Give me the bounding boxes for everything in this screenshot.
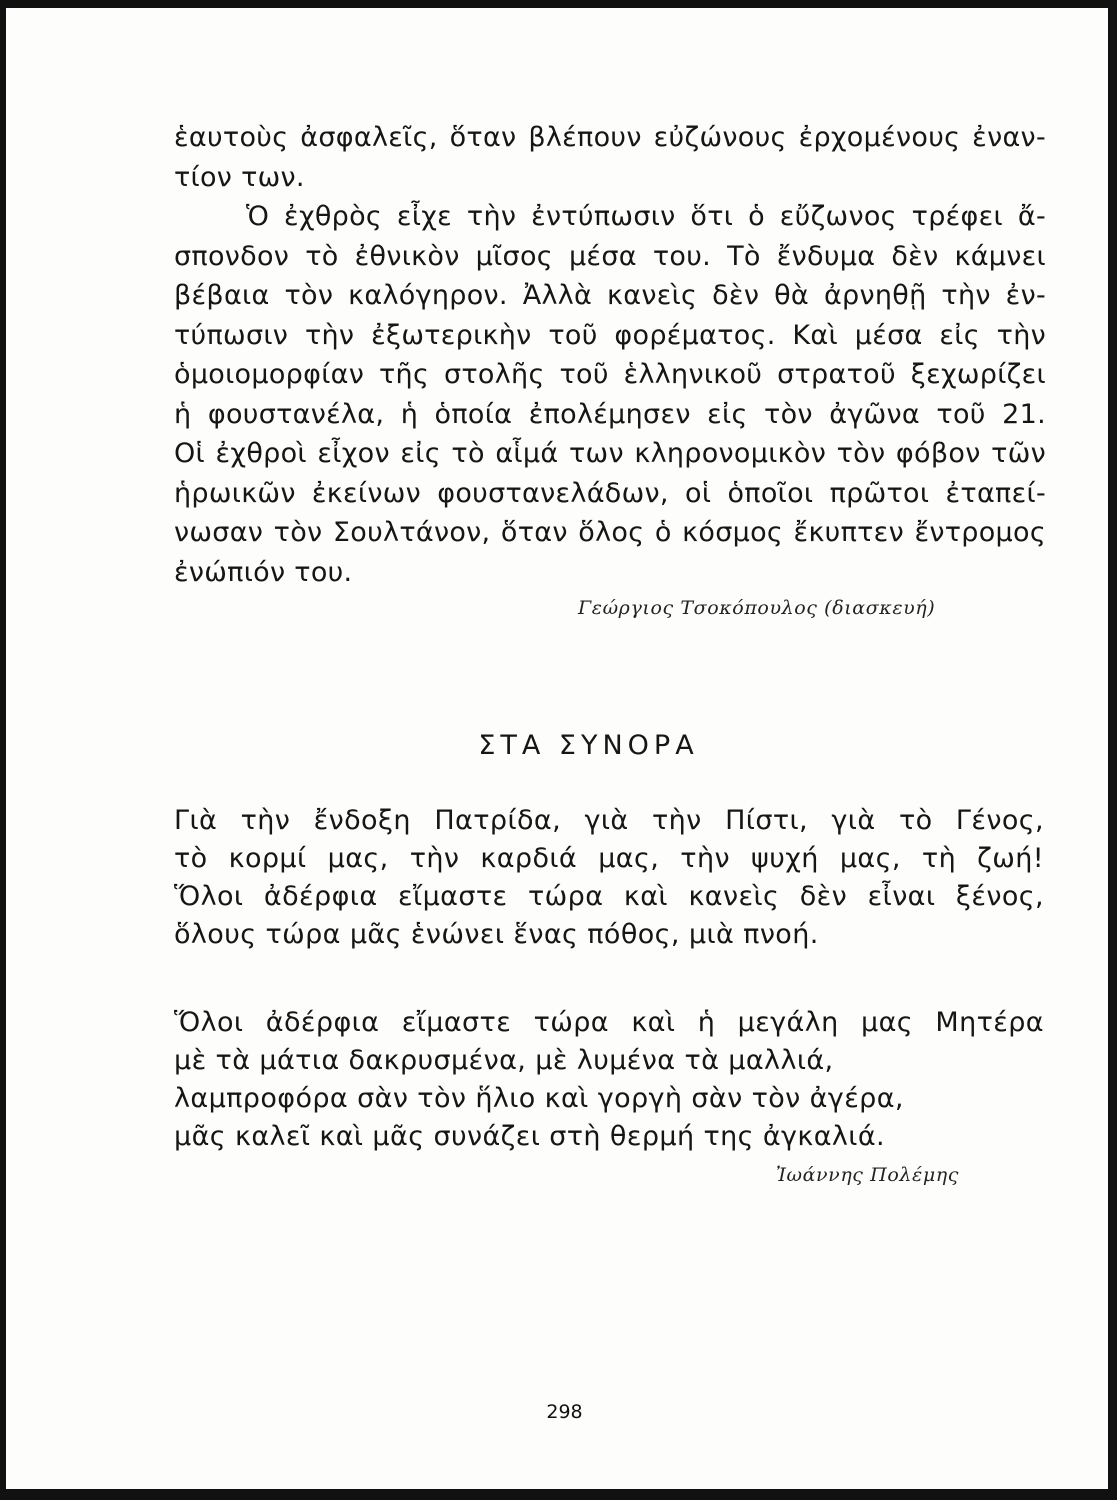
poem-stanza-1 <box>174 802 1044 954</box>
poem-stanza-2 <box>174 1004 1044 1156</box>
poem-line: Ὅλοι ἀδέρφια εἴμαστε τώρα καὶ ἡ μεγάλη μας Μητέρα <box>174 1007 1044 1038</box>
prose-line: τίον των. <box>174 161 305 193</box>
poem-title: ΣΤΑ ΣΥΝΟΡΑ <box>478 730 699 761</box>
prose-line: ἐνώπιόν του. <box>174 556 353 588</box>
poem-line: Ὅλοι ἀδέρφια εἴμαστε τώρα καὶ κανεὶς δὲν εἶναι ξένος, <box>174 881 1044 912</box>
poem-line: Γιὰ τὴν ἔνδοξη Πατρίδα, γιὰ τὴν Πίστι, γιὰ τὸ Γένος, <box>174 805 1044 836</box>
prose-line: σπονδον τὸ ἐθνικὸν μῖσος μέσα του. Τὸ ἔνδυμα δὲν κάμνει <box>174 240 1046 272</box>
prose-line: Οἱ ἐχθροὶ εἶχον εἰς τὸ αἷμά των κληρονομικὸν τὸν φόβον τῶν <box>174 438 1046 469</box>
page-number: 298 <box>546 1401 583 1423</box>
prose-line: ἡ φουστανέλα, ἡ ὁποία ἐπολέμησεν εἰς τὸν ἀγῶνα τοῦ 21. <box>174 398 1046 430</box>
poem-line: ὅλους τώρα μᾶς ἑνώνει ἕνας πόθος, μιὰ πνοή. <box>174 919 819 950</box>
poem-line: λαμπροφόρα σὰν τὸν ἥλιο καὶ γοργὴ σὰν τὸν ἀγέρα, <box>174 1083 904 1114</box>
prose-attribution: Γεώργιος Τσοκόπουλος (διασκευή) <box>578 597 936 619</box>
poem-attribution: Ἰωάννης Πολέμης <box>776 1164 960 1186</box>
poem-line: τὸ κορμί μας, τὴν καρδιά μας, τὴν ψυχή μας, τὴ ζωή! <box>174 843 1044 874</box>
prose-line: βέβαια τὸν καλόγηρον. Ἀλλὰ κανεὶς δὲν θὰ ἀρνηθῇ τὴν ἐν- <box>174 280 1046 311</box>
poem-line: μᾶς καλεῖ καὶ μᾶς συνάζει στὴ θερμή της ἀγκαλιά. <box>174 1121 886 1152</box>
prose-line: ἑαυτοὺς ἀσφαλεῖς, ὅταν βλέπουν εὐζώνους ἐρχομένους ἐναν- <box>174 122 1046 153</box>
prose-line: τύπωσιν τὴν ἐξωτερικὴν τοῦ φορέματος. Καὶ μέσα εἰς τὴν <box>174 319 1046 351</box>
poem-line: μὲ τὰ μάτια δακρυσμένα, μὲ λυμένα τὰ μαλλιά, <box>174 1045 834 1076</box>
prose-line: ἡρωικῶν ἐκείνων φουστανελάδων, οἱ ὁποῖοι πρῶτοι ἐταπεί- <box>174 477 1046 509</box>
prose-line: νωσαν τὸν Σουλτάνον, ὅταν ὅλος ὁ κόσμος ἔκυπτεν ἔντρομος <box>174 517 1046 548</box>
prose-line: ὁμοιομορφίαν τῆς στολῆς τοῦ ἑλληνικοῦ στρατοῦ ξεχωρίζει <box>174 359 1046 390</box>
prose-line: Ὁ ἐχθρὸς εἶχε τὴν ἐντύπωσιν ὅτι ὁ εὔζωνος τρέφει ἄ- <box>246 201 1046 232</box>
prose-passage <box>174 118 1046 592</box>
